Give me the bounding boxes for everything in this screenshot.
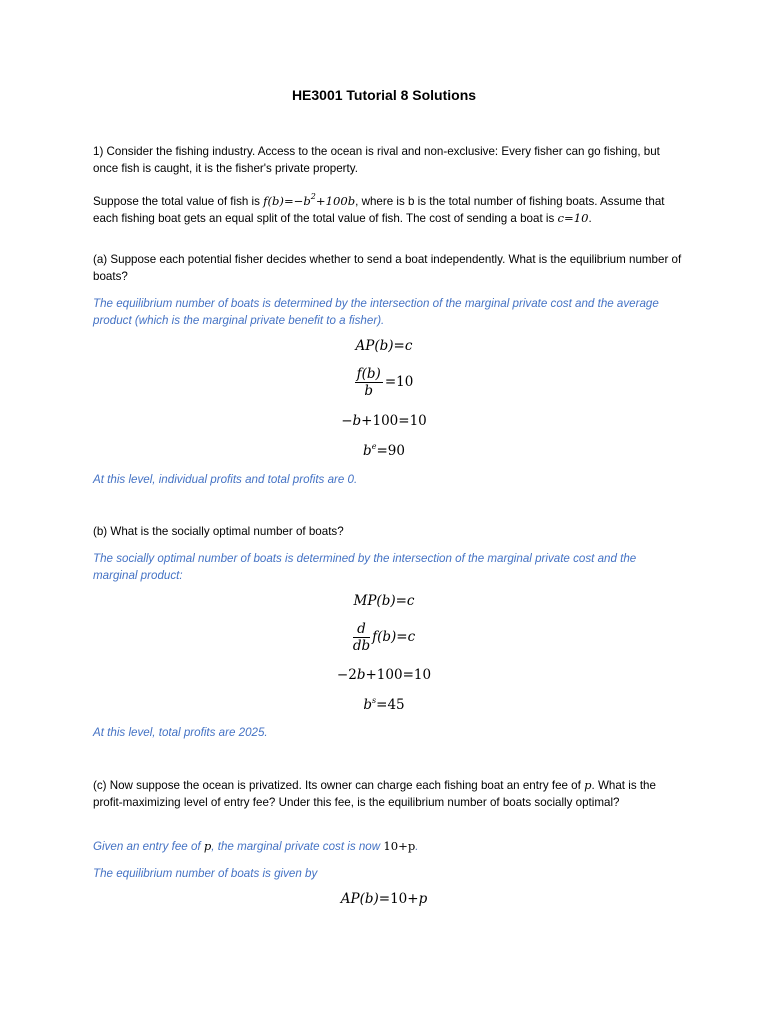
- value-function: $f(b)=-b^2+100b$: [263, 192, 356, 208]
- fraction-f-over-b: $\frac{f(b)}{b}$: [356, 366, 381, 399]
- equation-a-4: $b^e=90$: [363, 442, 405, 459]
- answer-b-text: The socially optimal number of boats is determined by the intersection of the marginal private cost and the marginal product:: [93, 552, 637, 582]
- entry-fee-symbol: p: [584, 778, 592, 792]
- document-title: HE3001 Tutorial 8 Solutions: [291, 87, 477, 103]
- answer-c-text-a: Given an entry fee of: [93, 840, 201, 853]
- equation-a-3: −b+100=10: [341, 413, 427, 429]
- setup-text-a: Suppose the total value of fish is: [93, 195, 260, 208]
- question-b: (b) What is the socially optimal number of boats?: [93, 525, 344, 538]
- answer-a-conclusion: At this level, individual profits and total profits are 0.: [93, 473, 358, 486]
- boat-cost: c=10: [557, 211, 589, 225]
- setup-text-b: , where is b is the total number of fishing boats. Assume that each fishing boat gets an equal split of the total value of fish. The cost of sending a boat is: [93, 195, 665, 225]
- answer-c-equilibrium-text: The equilibrium number of boats is given by: [93, 867, 318, 880]
- equation-b-4: $b^s=45$: [363, 696, 405, 713]
- answer-c-marginal-cost: 10+p: [383, 839, 416, 853]
- question-1-setup: [93, 188, 683, 227]
- answer-c-fee-symbol: p: [203, 839, 212, 853]
- answer-b-conclusion: At this level, total profits are 2025.: [93, 726, 268, 739]
- question-c-text-b: . What is the profit-maximizing level of entry fee? Under this fee, is the equilibrium number of boats socially optimal?: [93, 779, 656, 809]
- equation-c-1: AP(b)=10+p: [340, 891, 428, 907]
- answer-c-text: [93, 838, 683, 855]
- equation-b-2: $\frac{d}{db}$ f(b)=c: [352, 621, 416, 654]
- question-1-intro: 1) Consider the fishing industry. Access to the ocean is rival and non-exclusive: Every fisher can go fishing, but once fish is caught, it is the fisher's private property.: [93, 145, 660, 175]
- question-c: [93, 777, 683, 811]
- answer-a-text: The equilibrium number of boats is determined by the intersection of the marginal private cost and the average product (which is the marginal private benefit to a fisher).: [93, 297, 659, 327]
- equation-b-1: MP(b)=c: [353, 593, 415, 609]
- equation-b-3: −2b+100=10: [336, 667, 432, 683]
- question-c-text-a: (c) Now suppose the ocean is privatized. Its owner can charge each fishing boat an entry fee of: [93, 779, 581, 792]
- answer-c-end: .: [415, 840, 419, 853]
- equation-a-1: AP(b)=c: [355, 338, 413, 354]
- setup-end: .: [588, 212, 592, 225]
- equation-a-2: $\frac{f(b)}{b}$ =10: [356, 366, 414, 399]
- fraction-d-over-db: $\frac{d}{db}$: [352, 621, 371, 654]
- answer-c-text-b: , the marginal private cost is now: [211, 840, 381, 853]
- question-a: (a) Suppose each potential fisher decides whether to send a boat independently. What is the equilibrium number of boats?: [93, 253, 682, 283]
